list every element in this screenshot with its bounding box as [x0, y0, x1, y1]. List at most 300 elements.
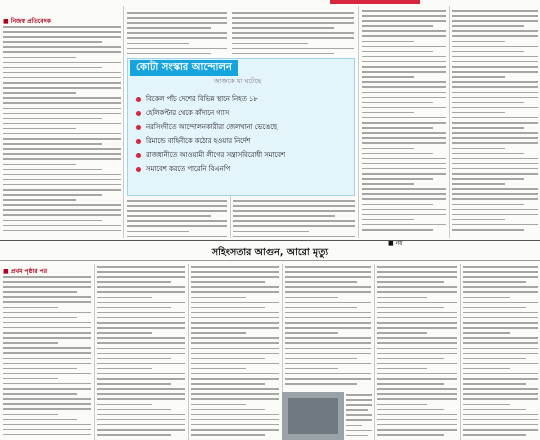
text-line — [97, 291, 185, 293]
text-line — [3, 230, 121, 232]
text-line — [362, 137, 446, 139]
text-line — [463, 429, 538, 431]
text-line — [377, 276, 457, 278]
text-line — [191, 373, 279, 375]
text-line — [191, 281, 265, 283]
text-line — [285, 307, 357, 309]
text-line — [127, 225, 227, 227]
text-line — [127, 231, 189, 233]
article-column — [285, 266, 371, 390]
quota-bullet-list — [136, 92, 351, 176]
article-column — [127, 200, 227, 238]
text-line — [463, 266, 538, 268]
text-line — [191, 368, 246, 370]
text-line — [362, 35, 446, 37]
text-line — [191, 393, 279, 395]
text-line — [3, 301, 91, 303]
text-line — [3, 358, 91, 360]
text-line — [127, 27, 211, 29]
text-line — [97, 404, 152, 406]
text-line — [3, 317, 77, 319]
text-line — [377, 373, 457, 375]
text-line — [97, 337, 185, 339]
text-line — [97, 348, 185, 350]
text-line — [346, 414, 372, 416]
article-column — [362, 10, 446, 236]
bullet-dot-icon — [136, 97, 141, 102]
text-line — [452, 25, 524, 27]
column-rule — [230, 196, 231, 238]
text-line — [191, 317, 279, 319]
text-line — [452, 107, 538, 109]
text-line — [127, 220, 227, 222]
text-line — [3, 113, 121, 115]
text-line — [463, 322, 538, 324]
text-line — [97, 322, 185, 324]
text-line — [362, 66, 446, 68]
text-line — [232, 37, 354, 39]
text-line — [362, 224, 446, 226]
text-line — [3, 398, 91, 400]
text-line — [362, 81, 446, 83]
text-line — [463, 373, 538, 375]
text-line — [452, 209, 538, 211]
text-line — [285, 291, 371, 293]
text-line — [3, 322, 91, 324]
article-column — [191, 266, 279, 440]
text-line — [452, 204, 524, 206]
text-line — [377, 322, 457, 324]
second-headline: সহিংসতার আগুন, আরো মৃত্যু — [211, 247, 329, 258]
continuation-label: ■ প্রথম পৃষ্ঠার পর — [3, 268, 48, 275]
text-line — [285, 286, 371, 288]
text-line — [97, 434, 171, 436]
text-line — [362, 148, 414, 150]
text-line — [377, 378, 457, 380]
text-line — [3, 429, 91, 431]
text-line — [377, 286, 457, 288]
text-line — [3, 378, 58, 380]
text-line — [191, 429, 279, 431]
article-column — [127, 12, 227, 56]
text-line — [3, 225, 121, 227]
text-line — [97, 317, 185, 319]
text-line — [362, 10, 446, 12]
quota-box-subtitle: আজকে যা ঘটেছে — [214, 77, 262, 85]
text-line — [452, 148, 505, 150]
text-line — [362, 132, 446, 134]
text-line — [285, 332, 338, 334]
text-line — [285, 281, 357, 283]
text-line — [191, 302, 279, 304]
text-line — [97, 388, 185, 390]
column-rule — [188, 264, 189, 440]
text-line — [191, 388, 279, 390]
text-line — [285, 312, 371, 314]
text-line — [3, 276, 91, 278]
text-line — [3, 204, 121, 206]
column-rule — [358, 6, 359, 238]
text-line — [232, 48, 354, 50]
text-line — [3, 72, 121, 74]
text-line — [3, 133, 121, 135]
text-line — [3, 342, 58, 344]
text-line — [3, 148, 121, 150]
text-line — [3, 214, 121, 216]
text-line — [377, 266, 457, 268]
text-line — [191, 332, 246, 334]
bullet-dot-icon — [136, 167, 141, 172]
bullet-item: রাজধানীতে আওয়ামী লীগের সন্ত্রাসবিরোধী সমাবেশ — [136, 148, 351, 162]
text-line — [452, 153, 524, 155]
text-line — [362, 117, 446, 119]
text-line — [362, 86, 446, 88]
text-line — [362, 20, 446, 22]
text-line — [3, 194, 102, 196]
text-line — [232, 43, 308, 45]
text-line — [191, 434, 265, 436]
text-line — [377, 358, 444, 360]
text-line — [452, 142, 538, 144]
text-line — [452, 92, 538, 94]
text-line — [191, 297, 246, 299]
text-line — [452, 122, 538, 124]
text-line — [463, 271, 538, 273]
text-line — [362, 168, 446, 170]
column-rule — [282, 264, 283, 392]
text-line — [3, 36, 121, 38]
text-line — [3, 199, 76, 201]
text-line — [463, 342, 538, 344]
text-line — [97, 358, 171, 360]
text-line — [3, 97, 121, 99]
text-line — [377, 434, 444, 436]
text-line — [452, 168, 538, 170]
text-line — [3, 332, 91, 334]
text-line — [97, 393, 185, 395]
text-line — [463, 363, 538, 365]
text-line — [127, 22, 227, 24]
text-line — [233, 236, 355, 238]
text-line — [463, 307, 526, 309]
text-line — [285, 271, 371, 273]
text-line — [3, 408, 91, 410]
text-line — [452, 81, 538, 83]
text-line — [191, 266, 279, 268]
text-line — [377, 337, 457, 339]
text-line — [285, 337, 371, 339]
text-line — [3, 138, 121, 140]
text-line — [3, 102, 121, 104]
text-line — [452, 71, 538, 73]
text-line — [232, 17, 354, 19]
text-line — [463, 327, 538, 329]
bullet-item: রিমান্ডে বাহিনীকে কঠোর হওয়ার নির্দেশ — [136, 134, 351, 148]
text-line — [191, 342, 279, 344]
text-line — [3, 286, 91, 288]
text-line — [362, 112, 414, 114]
text-line — [233, 200, 355, 202]
text-line — [452, 46, 538, 48]
text-line — [362, 107, 446, 109]
text-line — [452, 178, 524, 180]
text-line — [3, 179, 121, 181]
bullet-item: নরসিংদীতে আন্দোলনকারীরা জেলখানা ভেঙেছে — [136, 120, 351, 134]
text-line — [285, 322, 371, 324]
text-line — [463, 414, 538, 416]
text-line — [463, 404, 510, 406]
text-line — [285, 276, 371, 278]
text-line — [3, 327, 91, 329]
text-line — [3, 51, 121, 53]
text-line — [3, 46, 121, 48]
text-line — [463, 398, 538, 400]
text-line — [191, 286, 279, 288]
text-line — [346, 430, 372, 432]
text-line — [233, 210, 355, 212]
text-line — [377, 307, 444, 309]
text-line — [452, 66, 538, 68]
text-line — [452, 76, 505, 78]
text-line — [3, 291, 77, 293]
text-line — [377, 368, 427, 370]
text-line — [362, 71, 446, 73]
text-line — [3, 363, 91, 365]
text-line — [3, 108, 121, 110]
text-line — [232, 27, 334, 29]
text-line — [97, 409, 171, 411]
column-rule — [374, 264, 375, 440]
text-line — [346, 419, 372, 421]
text-line — [452, 35, 538, 37]
text-line — [3, 424, 91, 426]
text-line — [97, 419, 185, 421]
text-line — [285, 368, 338, 370]
text-line — [127, 12, 227, 14]
text-line — [285, 373, 371, 375]
text-line — [285, 297, 338, 299]
text-line — [362, 158, 446, 160]
text-line — [452, 198, 538, 200]
text-line — [377, 353, 457, 355]
text-line — [3, 174, 121, 176]
text-line — [3, 128, 76, 130]
text-line — [285, 353, 371, 355]
text-line — [97, 297, 152, 299]
text-line — [191, 378, 279, 380]
text-line — [463, 368, 510, 370]
text-line — [463, 317, 538, 319]
text-line — [377, 429, 457, 431]
article-column — [3, 276, 91, 440]
text-line — [452, 86, 538, 88]
text-line — [452, 193, 538, 195]
jump-label: ■ নয় — [388, 240, 403, 247]
text-line — [3, 62, 121, 64]
text-line — [377, 302, 457, 304]
text-line — [191, 414, 279, 416]
text-line — [377, 383, 444, 385]
text-line — [3, 41, 102, 43]
text-line — [191, 327, 279, 329]
text-line — [127, 43, 189, 45]
headline-divider — [0, 260, 540, 261]
article-column — [232, 12, 354, 56]
text-line — [285, 327, 371, 329]
text-line — [191, 276, 279, 278]
text-line — [127, 215, 211, 217]
text-line — [285, 342, 371, 344]
text-line — [362, 173, 446, 175]
text-line — [97, 424, 185, 426]
text-line — [97, 353, 185, 355]
text-line — [463, 409, 526, 411]
article-column — [233, 200, 355, 238]
text-line — [285, 317, 371, 319]
text-line — [3, 184, 121, 186]
text-line — [232, 32, 354, 34]
text-line — [191, 398, 279, 400]
text-line — [452, 61, 538, 63]
text-line — [362, 178, 433, 180]
text-line — [463, 297, 510, 299]
text-line — [452, 112, 505, 114]
text-line — [452, 97, 538, 99]
text-line — [362, 163, 446, 165]
byline: ■ নিজস্ব প্রতিবেদক — [3, 18, 51, 25]
text-line — [97, 363, 185, 365]
text-line — [191, 383, 265, 385]
text-line — [463, 332, 510, 334]
text-line — [3, 169, 102, 171]
text-line — [3, 368, 77, 370]
text-line — [362, 142, 446, 144]
text-line — [377, 332, 427, 334]
text-line — [463, 337, 538, 339]
text-line — [191, 307, 265, 309]
text-line — [452, 214, 538, 216]
text-line — [232, 53, 334, 55]
text-line — [463, 383, 526, 385]
text-line — [3, 383, 91, 385]
bullet-item: বিকেল পাঁচ দেশের বিভিন্ন স্থানে নিহত ১৮ — [136, 92, 351, 106]
text-line — [3, 414, 58, 416]
text-line — [3, 143, 102, 145]
text-line — [97, 312, 185, 314]
text-line — [191, 358, 265, 360]
text-line — [127, 53, 211, 55]
text-line — [233, 205, 355, 207]
text-line — [362, 46, 446, 48]
article-column — [346, 394, 372, 440]
text-line — [463, 388, 538, 390]
text-line — [377, 312, 457, 314]
text-line — [377, 409, 444, 411]
text-line — [377, 348, 457, 350]
column-rule — [123, 6, 124, 238]
text-line — [362, 61, 446, 63]
text-line — [191, 424, 279, 426]
text-line — [191, 322, 279, 324]
text-line — [362, 97, 446, 99]
text-line — [362, 25, 433, 27]
text-line — [463, 276, 538, 278]
text-line — [285, 302, 371, 304]
text-line — [97, 307, 171, 309]
text-line — [362, 193, 446, 195]
text-line — [377, 327, 457, 329]
bullet-dot-icon — [136, 125, 141, 130]
text-line — [285, 348, 371, 350]
text-line — [97, 414, 185, 416]
article-column — [377, 266, 457, 440]
text-line — [346, 399, 372, 401]
text-line — [362, 127, 433, 129]
text-line — [97, 276, 185, 278]
text-line — [97, 332, 152, 334]
text-line — [3, 26, 121, 28]
text-line — [127, 210, 227, 212]
bullet-item: হেলিকপ্টার থেকে কাঁদানে গ্যাস — [136, 106, 351, 120]
text-line — [362, 122, 446, 124]
text-line — [97, 373, 185, 375]
text-line — [191, 404, 246, 406]
text-line — [191, 409, 265, 411]
text-line — [3, 388, 91, 390]
text-line — [3, 434, 91, 436]
text-line — [233, 220, 355, 222]
article-column — [97, 266, 185, 440]
text-line — [97, 281, 171, 283]
text-line — [3, 419, 77, 421]
text-line — [452, 15, 538, 17]
text-line — [362, 198, 446, 200]
text-line — [452, 163, 538, 165]
text-line — [285, 363, 371, 365]
text-line — [362, 219, 414, 221]
column-rule — [94, 264, 95, 440]
text-line — [452, 224, 538, 226]
text-line — [452, 10, 538, 12]
text-line — [362, 92, 446, 94]
text-line — [3, 123, 121, 125]
text-line — [452, 183, 505, 185]
text-line — [191, 312, 279, 314]
text-line — [3, 67, 102, 69]
text-line — [3, 352, 91, 354]
text-line — [3, 347, 91, 349]
text-line — [463, 419, 538, 421]
text-line — [377, 342, 457, 344]
text-line — [3, 312, 91, 314]
text-line — [377, 388, 457, 390]
text-line — [127, 200, 227, 202]
text-line — [191, 353, 279, 355]
text-line — [97, 429, 185, 431]
column-rule — [460, 264, 461, 440]
top-strip — [0, 0, 540, 8]
text-line — [362, 76, 414, 78]
text-line — [377, 363, 457, 365]
text-line — [97, 378, 185, 380]
text-line — [285, 266, 371, 268]
news-photo-content — [288, 398, 338, 434]
text-line — [3, 82, 121, 84]
text-line — [463, 358, 526, 360]
text-line — [285, 358, 357, 360]
text-line — [452, 51, 524, 53]
text-line — [191, 291, 279, 293]
